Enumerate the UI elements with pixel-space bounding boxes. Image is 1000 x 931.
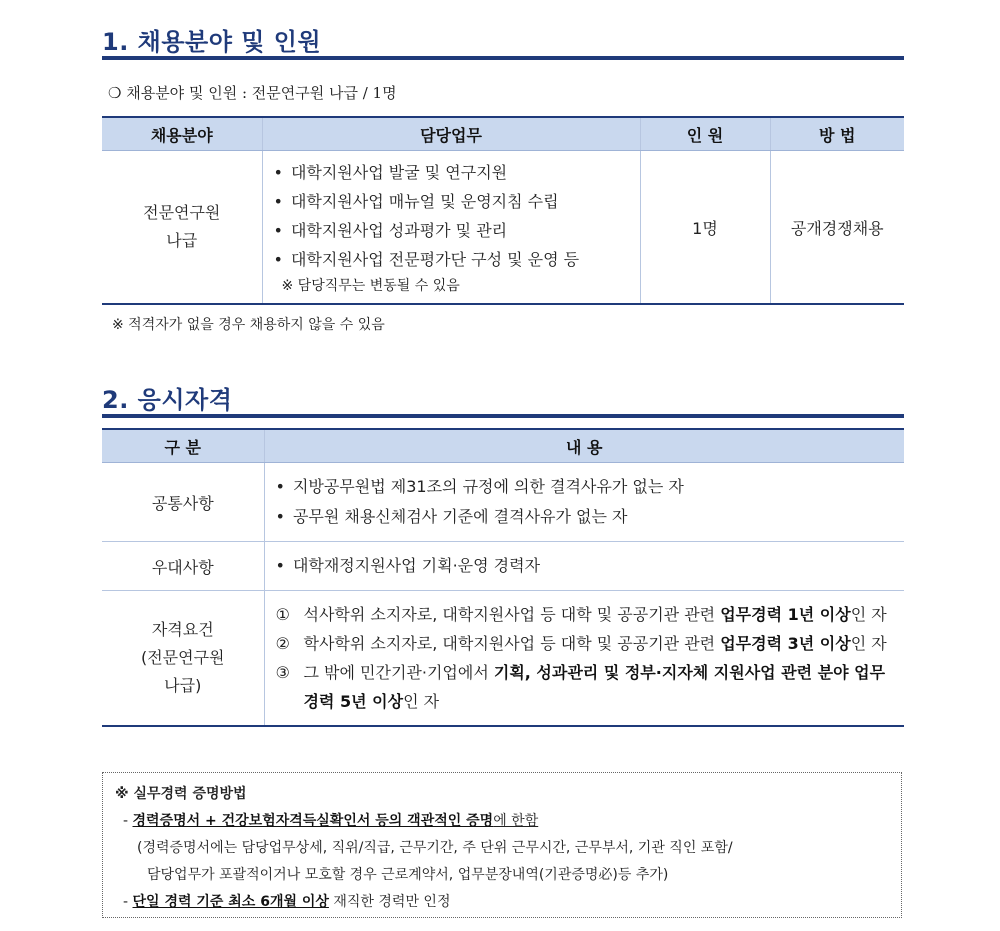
field-cell [102,151,262,305]
qual-text: 학사학위 소지자로, 대학지원사업 등 대학 및 공공기관 관련 [303,634,721,653]
list-item [276,629,894,658]
header-category: 구 분 [102,429,264,463]
qual-label-line: (전문연구원 [140,648,225,667]
qual-text: 석사학위 소지자로, 대학지원사업 등 대학 및 공공기관 관련 [303,605,721,624]
proof-line-4: - 단일 경력 기준 최소 6개월 이상 재직한 경력만 인정 [123,894,451,910]
list-item: • 공무원 채용신체검사 기준에 결격사유가 없는 자 [276,502,904,532]
qual-bold: 기획, 성과관리 및 정부·지자체 지원사업 관련 분야 업무경력 5년 이상 [303,663,886,711]
qual-text: 인 자 [850,634,887,653]
qual-text: 인 자 [850,605,887,624]
field-grade: 나급 [166,231,198,250]
qual-label [102,591,264,727]
list-item: • 대학재정지원사업 기획·운영 경력자 [276,551,904,581]
qual-label-line: 자격요건 [151,620,214,639]
count-cell: 1명 [640,151,770,305]
list-item: • 대학지원사업 전문평가단 구성 및 운영 등 [274,245,639,274]
circled-number: ② [275,634,290,653]
qual-text: 그 밖에 민간기관·기업에서 [303,663,494,682]
duties-cell [262,151,640,305]
list-item: • 지방공무원법 제31조의 규정에 의한 결격사유가 없는 자 [276,472,904,502]
qual-text: 인 자 [403,692,440,711]
qualification-table [102,428,904,727]
qual-cell [264,591,904,727]
list-item [276,600,894,629]
duty-note: ※ 담당직무는 변동될 수 있음 [281,278,460,294]
pref-label: 우대사항 [102,542,264,591]
common-cell [264,463,904,542]
header-method: 방 법 [770,117,904,151]
header-field: 채용분야 [102,117,262,151]
duties-list [264,152,639,280]
header-content: 내 용 [264,429,904,463]
pref-list [266,543,904,589]
list-item: • 대학지원사업 성과평가 및 관리 [274,216,639,245]
list-item: • 대학지원사업 발굴 및 연구지원 [274,158,639,187]
pref-cell [264,542,904,591]
header-duties: 담당업무 [262,117,640,151]
recruitment-table [102,116,904,305]
header-count: 인 원 [640,117,770,151]
proof-bold: 단일 경력 기준 최소 6개월 이상 [132,894,329,910]
section1-title: 1. 채용분야 및 인원 [102,28,322,56]
field-name: 전문연구원 [143,203,221,222]
section1-rule [102,56,904,60]
method-cell: 공개경쟁채용 [770,151,904,305]
proof-line-2: (경력증명서에는 담당업무상세, 직위/직급, 근무기간, 주 단위 근무시간, 근무부서, 기관 직인 포함/ [137,840,733,856]
section2-title: 2. 응시자격 [102,386,233,414]
qual-bold: 업무경력 1년 이상 [720,605,851,624]
list-item: • 대학지원사업 매뉴얼 및 운영지침 수립 [274,187,639,216]
section1-footnote: ※ 적격자가 없을 경우 채용하지 않을 수 있음 [112,317,385,333]
circled-number: ① [275,605,290,624]
common-list [266,464,904,540]
circled-number: ③ [275,663,290,682]
proof-bold: 경력증명서 + 건강보험자격득실확인서 등의 객관적인 증명 [132,813,494,829]
proof-text: 에 한함 [493,813,539,829]
common-label: 공통사항 [102,463,264,542]
proof-text: 재직한 경력만 인정 [328,894,451,910]
qual-label-line: 나급) [164,676,202,695]
qual-list [266,592,904,724]
section2-rule [102,414,904,418]
qual-bold: 업무경력 3년 이상 [720,634,851,653]
list-item [276,658,894,716]
proof-box [102,772,902,918]
proof-line-1: - 경력증명서 + 건강보험자격득실확인서 등의 객관적인 증명에 한함 [123,813,539,829]
proof-line-3: 담당업무가 포괄적이거나 모호할 경우 근로계약서, 업무분장내역(기관증명必)등 추가) [147,867,669,883]
proof-title: ※ 실무경력 증명방법 [115,786,247,802]
section1-summary: ❍ 채용분야 및 인원 : 전문연구원 나급 / 1명 [108,84,397,102]
